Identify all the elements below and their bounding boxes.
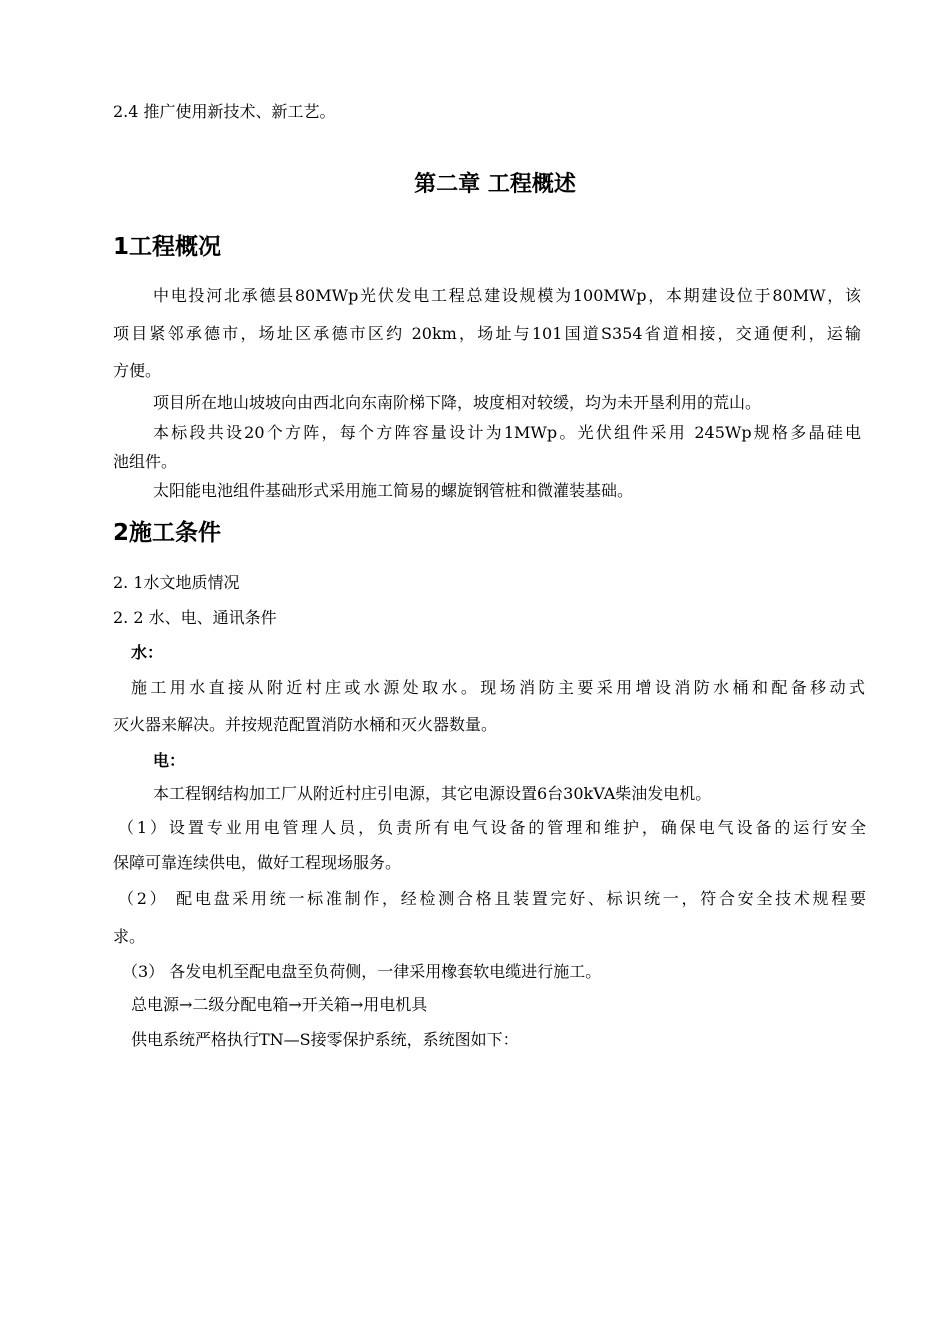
power-item2-line1: （2） 配电盘采用统一标准制作，经检测合格且装置完好、标识统一，符合安全技术规程要 — [118, 889, 866, 908]
power-item3: （3） 各发电机至配电盘至负荷侧，一律采用橡套软电缆进行施工。 — [122, 962, 602, 981]
water-text-line1: 施工用水直接从附近村庄或水源处取水。现场消防主要采用增设消防水桶和配备移动式 — [131, 678, 865, 697]
overview-para3-line1: 本标段共设20个方阵，每个方阵容量设计为1MWp。光伏组件采用 245Wp规格多晶硅电 — [153, 423, 861, 442]
power-flow: 总电源→二级分配电箱→开关箱→用电机具 — [131, 995, 428, 1014]
overview-para3-line2: 池组件。 — [113, 452, 178, 471]
overview-para2: 项目所在地山坡坡向由西北向东南阶梯下降，坡度相对较缓，均为未开垦利用的荒山。 — [153, 393, 762, 412]
power-item2-line2: 求。 — [113, 927, 146, 946]
section-heading-overview: 1工程概况 — [113, 234, 222, 260]
water-text-line2: 灭火器来解决。并按规范配置消防水桶和灭火器数量。 — [113, 715, 498, 734]
item-2-2: 2. 2 水、电、通讯条件 — [113, 608, 277, 627]
power-item1-line2: 保障可靠连续供电，做好工程现场服务。 — [113, 853, 402, 872]
grounding-system-text: 供电系统严格执行TN—S接零保护系统，系统图如下： — [131, 1030, 519, 1049]
power-item1-line1: （1）设置专业用电管理人员，负责所有电气设备的管理和维护，确保电气设备的运行安全 — [118, 818, 866, 837]
overview-para1-line3: 方便。 — [113, 361, 162, 380]
item-2-4: 2.4 推广使用新技术、新工艺。 — [113, 102, 336, 121]
overview-para1-line2: 项目紧邻承德市，场址区承德市区约 20km，场址与101国道S354省道相接，交通便利，运输 — [113, 324, 861, 343]
power-text: 本工程钢结构加工厂从附近村庄引电源，其它电源设置6台30kVA柴油发电机。 — [153, 784, 712, 803]
chapter-title: 第二章 工程概述 — [414, 172, 576, 197]
overview-para1-line1: 中电投河北承德县80MWp光伏发电工程总建设规模为100MWp，本期建设位于80MW，该 — [153, 286, 861, 305]
item-2-1: 2. 1水文地质情况 — [113, 573, 240, 592]
overview-para4: 太阳能电池组件基础形式采用施工简易的螺旋钢管桩和微灌装基础。 — [153, 481, 634, 500]
section-heading-conditions: 2施工条件 — [113, 520, 222, 546]
power-label: 电： — [153, 751, 186, 770]
water-label: 水： — [131, 643, 164, 662]
